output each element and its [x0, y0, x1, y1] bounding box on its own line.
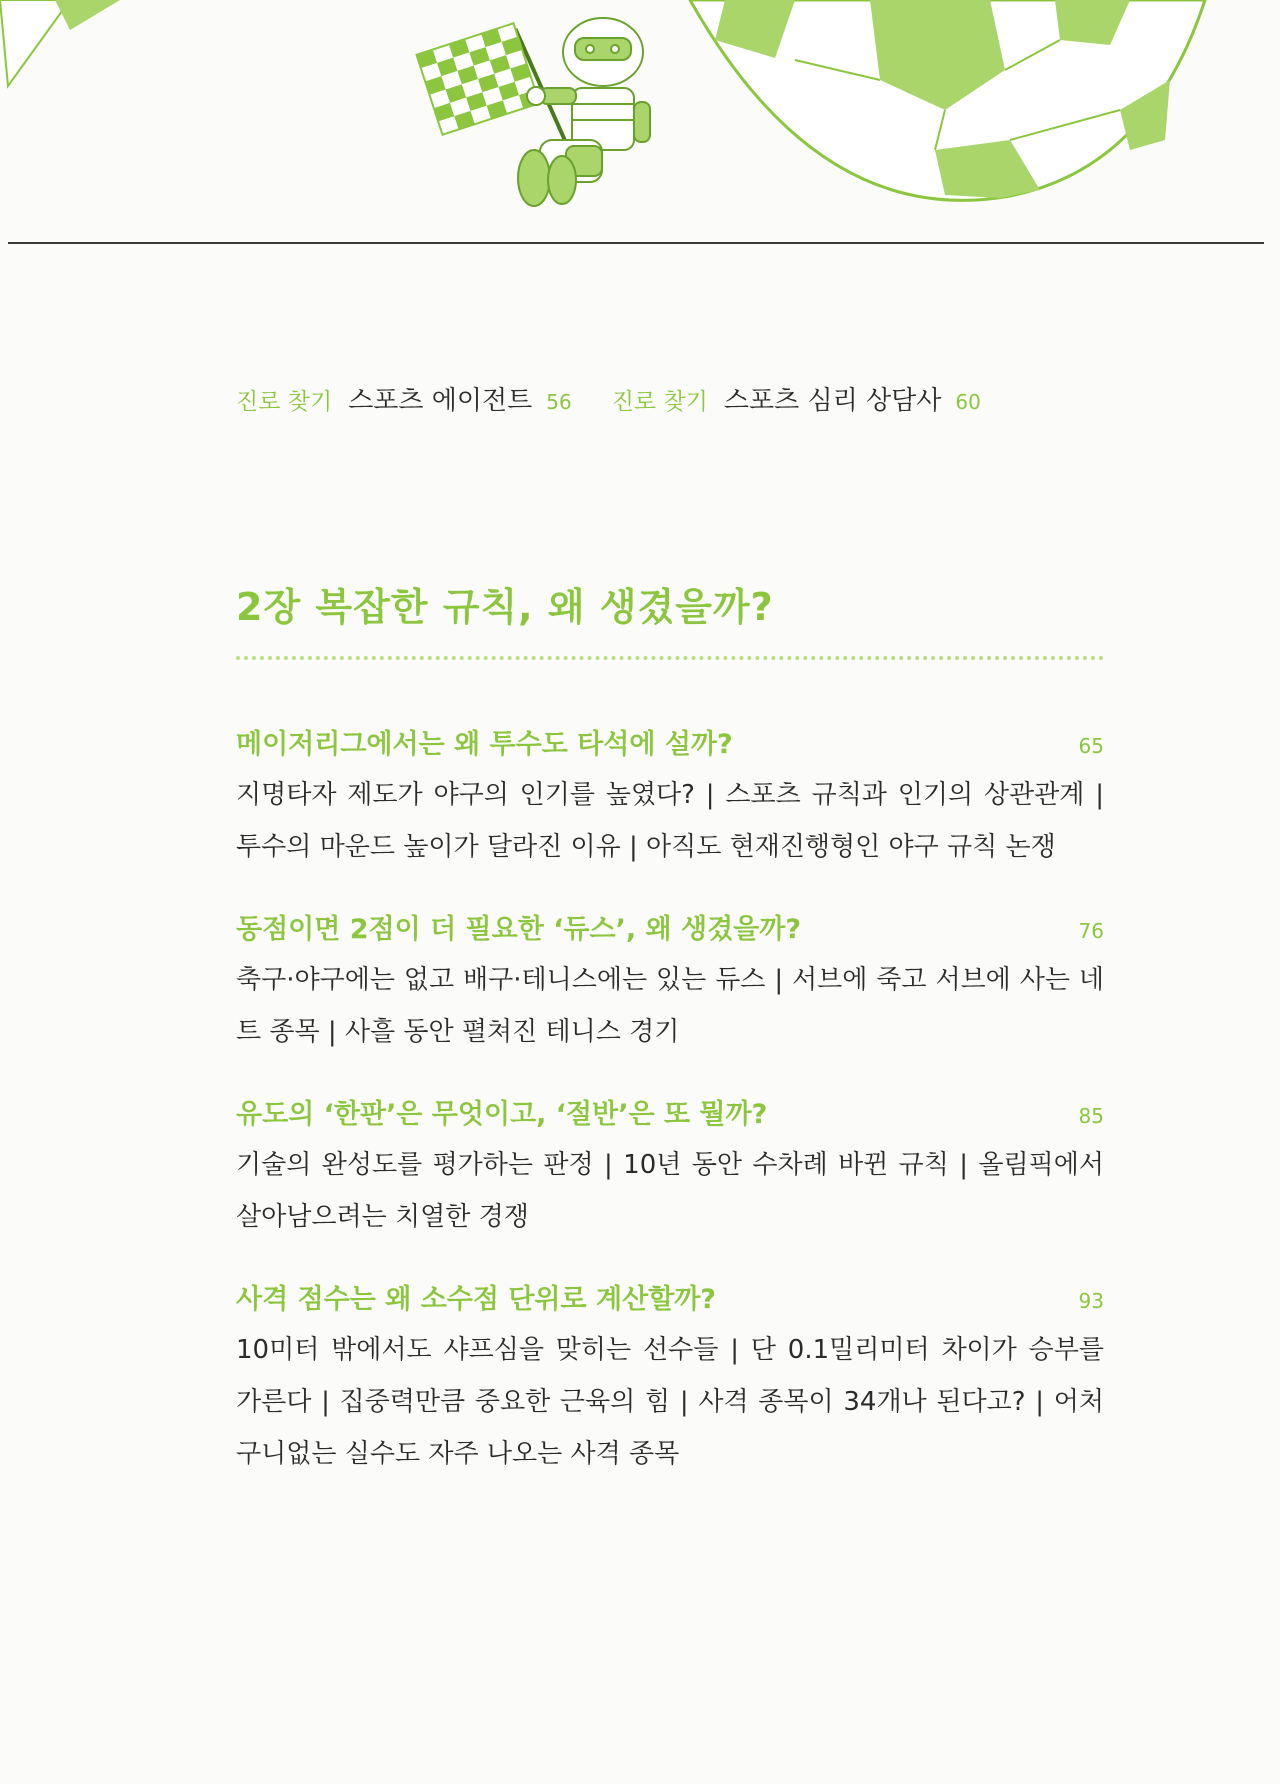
toc-entry[interactable] — [236, 722, 1104, 873]
entry-title: 메이저리그에서는 왜 투수도 타석에 설까? — [236, 729, 733, 760]
page-number: 65 — [1078, 734, 1104, 758]
career-link[interactable] — [612, 380, 981, 417]
page-number: 93 — [1078, 1289, 1104, 1313]
header-divider — [8, 242, 1264, 244]
page-number: 85 — [1078, 1104, 1104, 1128]
entry-header — [236, 907, 1104, 946]
chapter-title: 2장 복잡한 규칙, 왜 생겼을까? — [236, 585, 774, 629]
robot-icon — [518, 18, 650, 206]
toc-entry[interactable] — [236, 907, 1104, 1058]
entry-title: 유도의 ‘한판’은 무엇이고, ‘절반’은 또 뭘까? — [236, 1099, 768, 1130]
toc-entry[interactable] — [236, 1092, 1104, 1243]
entry-header — [236, 1277, 1104, 1316]
career-label: 진로 찾기 — [236, 389, 333, 415]
entry-summary: 10미터 밖에서도 샤프심을 맞히는 선수들 | 단 0.1밀리미터 차이가 승부를 가른다 | 집중력만큼 중요한 근육의 힘 | 사격 종목이 34개나 된다고? | 어처구니없는 실수도 자주 나오는 사격 종목 — [236, 1335, 1104, 1469]
career-link[interactable] — [236, 380, 572, 417]
page-number: 76 — [1078, 919, 1104, 943]
entry-title: 동점이면 2점이 더 필요한 ‘듀스’, 왜 생겼을까? — [236, 914, 802, 945]
header-illustration — [0, 0, 1280, 240]
pennant-shape — [0, 0, 120, 86]
entry-header — [236, 722, 1104, 761]
career-label: 진로 찾기 — [611, 389, 708, 415]
entry-summary: 축구·야구에는 없고 배구·테니스에는 있는 듀스 | 서브에 죽고 서브에 사는 네트 종목 | 사흘 동안 펼쳐진 테니스 경기 — [236, 965, 1104, 1047]
dotted-divider — [236, 656, 1104, 660]
career-title: 스포츠 심리 상담사 — [723, 386, 942, 416]
entry-summary: 기술의 완성도를 평가하는 판정 | 10년 동안 수차례 바뀐 규칙 | 올림픽에서 살아남으려는 치열한 경쟁 — [236, 1150, 1104, 1232]
toc-entries — [236, 722, 1104, 1514]
entry-summary: 지명타자 제도가 야구의 인기를 높였다? | 스포츠 규칙과 인기의 상관관계 | 투수의 마운드 높이가 달라진 이유 | 아직도 현재진행형인 야구 규칙 논쟁 — [236, 780, 1104, 862]
soccer-ball-icon — [690, 0, 1205, 200]
entry-header — [236, 1092, 1104, 1131]
career-title: 스포츠 에이전트 — [348, 386, 533, 416]
career-links — [236, 380, 1021, 417]
page-number: 60 — [955, 390, 981, 414]
page-number: 56 — [546, 390, 572, 414]
entry-title: 사격 점수는 왜 소수점 단위로 계산할까? — [236, 1284, 716, 1315]
toc-entry[interactable] — [236, 1277, 1104, 1480]
